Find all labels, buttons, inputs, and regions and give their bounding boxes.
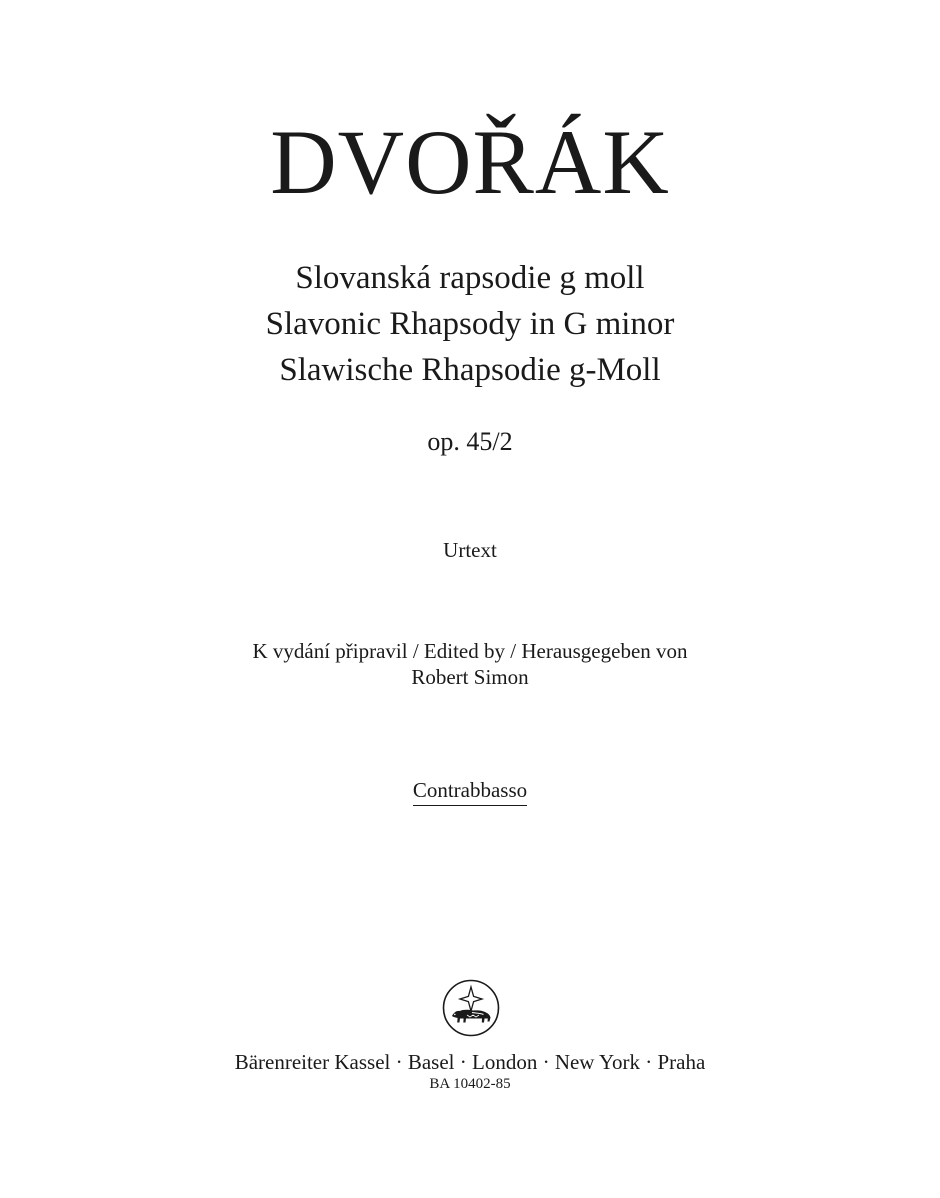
catalog-number: BA 10402-85	[429, 1076, 511, 1092]
title-czech: Slovanská rapsodie g moll	[295, 260, 645, 296]
title-english: Slavonic Rhapsody in G minor	[265, 306, 675, 342]
edition-type: Urtext	[443, 538, 497, 562]
title-german: Slawische Rhapsodie g-Moll	[279, 352, 661, 388]
edited-by-label: K vydání připravil / Edited by / Herausgegeben von	[252, 639, 688, 663]
opus-number: op. 45/2	[427, 427, 513, 456]
instrument-part: Contrabbasso	[413, 776, 527, 806]
part-label-wrap	[0, 776, 940, 806]
barenreiter-bear-star-icon	[442, 979, 500, 1037]
publisher-line: Bärenreiter Kassel · Basel · London · New York · Praha	[234, 1050, 706, 1074]
editor-name: Robert Simon	[411, 665, 529, 689]
composer-name: DVOŘÁK	[270, 111, 670, 213]
